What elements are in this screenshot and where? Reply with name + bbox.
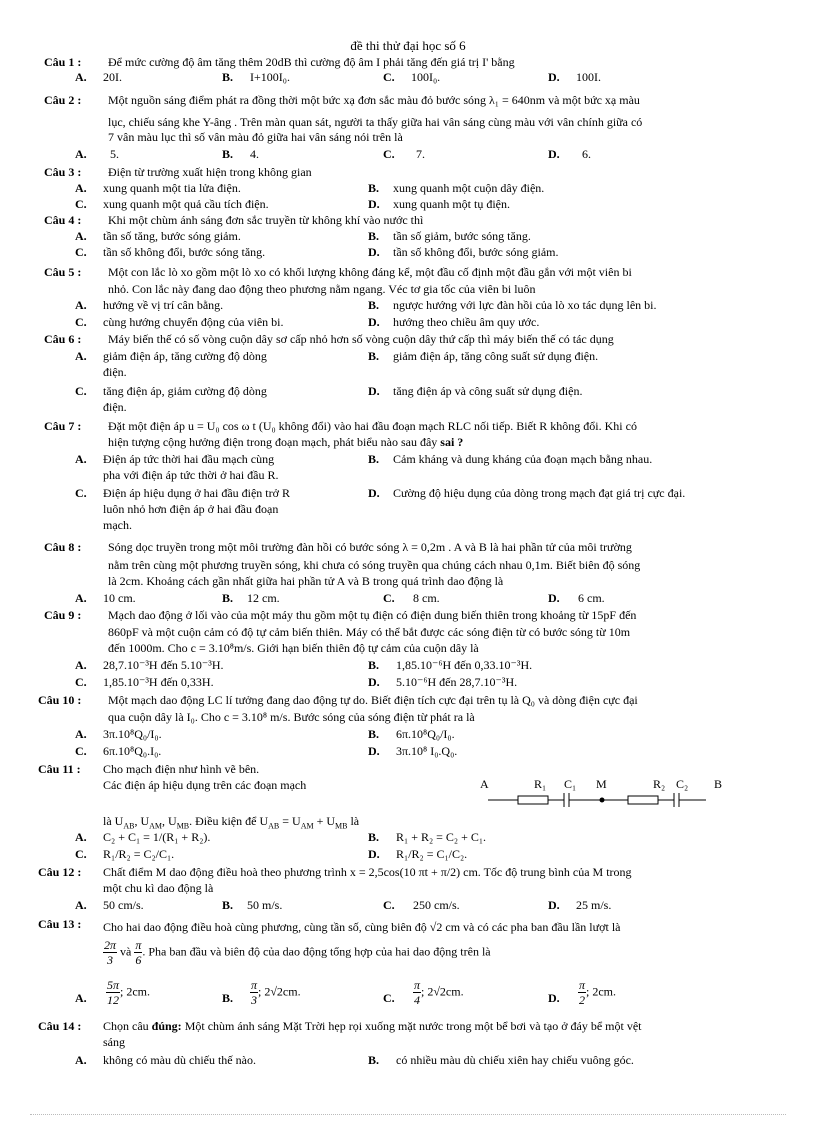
- q3-label-a: A.: [75, 181, 87, 195]
- q11-option-a: C₂ + C₁ = 1/(R₁ + R₂).: [103, 830, 211, 844]
- q2-option-d: 6.: [582, 147, 591, 161]
- node-m-dot: [600, 798, 605, 803]
- q9-line-1: Mạch dao động ở lối vào của một máy thu gồm một tụ điện có điện dung biến thiên trong khoảng từ 15pF đến: [108, 608, 637, 622]
- q8-label-c: C.: [383, 591, 395, 605]
- q13-label-d: D.: [548, 991, 560, 1005]
- q4-label-d: D.: [368, 245, 380, 259]
- q13-a-numerator: 5π: [107, 978, 120, 992]
- q11-option-b: R₁ + R₂ = C₂ + C₁.: [396, 830, 487, 844]
- q12-line-1: Chất điểm M dao động điều hoà theo phương trình x = 2,5cos(10 πt + π/2) cm. Tốc độ trung bình của M trong: [103, 865, 632, 879]
- q10-line-1: Một mạch dao động LC lí tưởng đang dao động tự do. Biết điện tích cực đại trên tụ là Q₀ và dòng điện cực đại: [108, 693, 638, 707]
- q4-option-b: tần số giảm, bước sóng tăng.: [393, 229, 531, 243]
- q10-line-2: qua cuộn dây là I₀. Cho c = 3.10⁸ m/s. Bước sóng của sóng điện từ phát ra là: [108, 710, 475, 724]
- q5-label-a: A.: [75, 298, 87, 312]
- q14-line-1: [103, 1020, 642, 1033]
- q14-line-2: sáng: [103, 1035, 125, 1049]
- q7-label-d: D.: [368, 486, 380, 500]
- q1-label-d: D.: [548, 70, 560, 84]
- q12-option-a: 50 cm/s.: [103, 898, 144, 912]
- q4-number: Câu 4 :: [44, 213, 82, 227]
- q5-label-c: C.: [75, 315, 87, 329]
- c1-label: C₁: [564, 777, 577, 791]
- q11-option-d: R₁/R₂ = C₁/C₂.: [396, 847, 468, 861]
- q11-line-3: là $U_{AB}$, $U_{AM}$, $U_{MB}$. Điều kiện để $U_{AB} = U_{AM} + U_{MB}$ là: [103, 814, 360, 831]
- q14-option-a: không có màu dù chiếu thế nào.: [103, 1053, 256, 1067]
- q9-label-c: C.: [75, 675, 87, 689]
- q11-option-c: R₁/R₂ = C₂/C₁.: [103, 847, 175, 861]
- q11-label-b: B.: [368, 830, 380, 844]
- q10-number: Câu 10 :: [38, 693, 82, 707]
- q14-line-1-text: Một chùm ánh sáng Mặt Trời hẹp rọi xuống mặt nước trong một bể bơi và tạo ở đáy bể một vệt: [184, 1019, 642, 1033]
- q7-option-a-1: Điện áp tức thời hai đầu mạch cùng: [103, 452, 275, 466]
- q2-label-a: A.: [75, 147, 87, 161]
- q4-option-a: tần số tăng, bước sóng giảm.: [103, 229, 241, 243]
- q10-option-b: 6π.10⁸Q₀/I₀.: [396, 727, 455, 741]
- q7-label-b: B.: [368, 452, 380, 466]
- q1-number: Câu 1 :: [44, 55, 82, 69]
- q10-label-b: B.: [368, 727, 380, 741]
- q3-option-b: xung quanh một cuộn dây điện.: [393, 181, 545, 195]
- q2-line-1: Một nguồn sáng điểm phát ra đồng thời một bức xạ đơn sắc màu đỏ bước sóng λ₁ = 640nm và một bức xạ màu: [108, 93, 640, 107]
- q13-conjunction: và: [120, 944, 132, 959]
- q5-line-1: Một con lắc lò xo gồm một lò xo có khối lượng không đáng kể, một đầu cố định một đầu gắn với một viên bi: [108, 265, 632, 279]
- q11-label-c: C.: [75, 847, 87, 861]
- q3-label-c: C.: [75, 197, 87, 211]
- q14-label-a: A.: [75, 1053, 87, 1067]
- q6-option-a-2: điện.: [103, 365, 127, 379]
- q3-label-d: D.: [368, 197, 380, 211]
- q6-label-d: D.: [368, 384, 380, 398]
- q2-option-a: 5.: [110, 147, 119, 161]
- q8-label-b: B.: [222, 591, 234, 605]
- q2-line-2: lục, chiếu sáng khe Y-âng . Trên màn quan sát, người ta thấy giữa hai vân sáng cùng màu với vân chính giữa có: [108, 115, 643, 129]
- q13-c-fraction: [413, 978, 421, 1007]
- q14-lead: Chọn câu: [103, 1019, 149, 1033]
- q12-number: Câu 12 :: [38, 865, 82, 879]
- q13-option-d: [578, 978, 616, 1007]
- q13-b-fraction: [250, 978, 258, 1007]
- q13-c-text: ; 2√2cm.: [421, 984, 464, 999]
- q7-label-c: C.: [75, 486, 87, 500]
- phase-2-numerator: π: [135, 938, 142, 952]
- q2-number: Câu 2 :: [44, 93, 82, 107]
- q6-label-b: B.: [368, 349, 380, 363]
- q14-label-b: B.: [368, 1053, 380, 1067]
- q3-option-d: xung quanh một tụ điện.: [393, 197, 510, 211]
- q14-number: Câu 14 :: [38, 1019, 82, 1033]
- q5-label-b: B.: [368, 298, 380, 312]
- q8-option-c: 8 cm.: [413, 591, 440, 605]
- q11-line-2: Các điện áp hiệu dụng trên các đoạn mạch: [103, 778, 307, 792]
- q9-line-2: 860pF và một cuộn cảm có độ tự cảm biến thiên. Máy có thể bắt được các sóng điện từ có bước sóng từ 10m: [108, 625, 631, 639]
- q12-label-c: C.: [383, 898, 395, 912]
- q1-option-d: 100I.: [576, 70, 601, 84]
- q14-option-b: có nhiều màu dù chiếu xiên hay chiếu vuông góc.: [396, 1053, 634, 1067]
- q13-label-a: A.: [75, 991, 87, 1005]
- q6-option-c-1: tăng điện áp, giảm cường độ dòng: [103, 384, 267, 398]
- q10-label-c: C.: [75, 744, 87, 758]
- q6-option-c-2: điện.: [103, 400, 127, 414]
- q9-option-d: 5.10⁻⁶H đến 28,7.10⁻³H.: [396, 675, 518, 689]
- q5-option-a: hướng về vị trí cân bằng.: [103, 298, 224, 312]
- q11-label-d: D.: [368, 847, 380, 861]
- q10-option-d: 3π.10⁸ I₀.Q₀.: [396, 744, 458, 758]
- q6-label-c: C.: [75, 384, 87, 398]
- c2-label: C₂: [676, 777, 689, 791]
- q5-number: Câu 5 :: [44, 265, 82, 279]
- q7-line-2-text: hiện tượng cộng hưởng điện trong đoạn mạch, phát biểu nào sau đây: [108, 435, 438, 449]
- q12-label-a: A.: [75, 898, 87, 912]
- q9-label-b: B.: [368, 658, 380, 672]
- q8-option-d: 6 cm.: [578, 591, 605, 605]
- q5-option-b: ngược hướng với lực đàn hồi của lò xo tác dụng lên bi.: [393, 298, 657, 312]
- q6-number: Câu 6 :: [44, 332, 82, 346]
- q4-text: Khi một chùm ánh sáng đơn sắc truyền từ không khí vào nước thì: [108, 213, 424, 227]
- q8-option-a: 10 cm.: [103, 591, 136, 605]
- q8-number: Câu 8 :: [44, 540, 82, 554]
- node-m-label: M: [596, 777, 607, 791]
- q13-line-2: [103, 938, 491, 967]
- q13-b-text: ; 2√2cm.: [258, 984, 301, 999]
- q7-line-1: Đặt một điện áp u = U₀ cos ω t (U₀ không đổi) vào hai đầu đoạn mạch RLC nối tiếp. Biết R không đổi. Khi có: [108, 419, 637, 433]
- q6-label-a: A.: [75, 349, 87, 363]
- q11-number: Câu 11 :: [38, 762, 81, 776]
- q13-line-2-text: . Pha ban đầu và biên độ của dao động tổng hợp của hai dao động trên là: [142, 944, 491, 959]
- q13-d-numerator: π: [579, 978, 586, 992]
- q6-option-b: giảm điện áp, tăng công suất sử dụng điện.: [393, 349, 599, 363]
- node-a-label: A: [480, 777, 489, 791]
- q13-number: Câu 13 :: [38, 917, 82, 931]
- q10-option-c: 6π.10⁸Q₀.I₀.: [103, 744, 162, 758]
- phase-1-denominator: 3: [107, 953, 113, 967]
- q12-option-d: 25 m/s.: [576, 898, 612, 912]
- q3-text: Điện từ trường xuất hiện trong không gian: [108, 165, 312, 179]
- q1-option-b: I+100I₀.: [250, 70, 290, 84]
- q9-option-a: 28,7.10⁻³H đến 5.10⁻³H.: [103, 658, 224, 672]
- q9-label-a: A.: [75, 658, 87, 672]
- q7-keyword: sai ?: [440, 435, 464, 449]
- q4-option-d: tần số không đổi, bước sóng giảm.: [393, 245, 559, 259]
- q14-keyword: đúng:: [151, 1019, 182, 1033]
- q13-c-numerator: π: [414, 978, 421, 992]
- q9-line-3: đến 1000m. Cho c = 3.10⁸m/s. Giới hạn biến thiên độ tự cảm của cuộn dây là: [108, 641, 479, 655]
- q1-option-a: 20I.: [103, 70, 122, 84]
- r1-label: R₁: [534, 777, 547, 791]
- q8-label-a: A.: [75, 591, 87, 605]
- q13-b-denominator: 3: [251, 993, 257, 1007]
- phase-1-numerator: 2π: [104, 938, 117, 952]
- q12-label-d: D.: [548, 898, 560, 912]
- q13-a-fraction: [106, 978, 120, 1007]
- q12-option-b: 50 m/s.: [247, 898, 283, 912]
- q10-option-a: 3π.10⁸Q₀/I₀.: [103, 727, 162, 741]
- q2-label-b: B.: [222, 147, 234, 161]
- q8-line-1: Sóng dọc truyền trong một môi trường đàn hồi có bước sóng λ = 0,2m . A và B là hai phần tử của môi trường: [108, 540, 632, 554]
- q13-d-denominator: 2: [579, 993, 585, 1007]
- q13-option-b: [250, 978, 301, 1007]
- q7-option-d: Cường độ hiệu dụng của dòng trong mạch đạt giá trị cực đại.: [393, 486, 686, 500]
- q9-label-d: D.: [368, 675, 380, 689]
- q5-option-d: hướng theo chiều âm quy ước.: [393, 315, 540, 329]
- q7-option-b: Cảm kháng và dung kháng của đoạn mạch bằng nhau.: [393, 452, 653, 466]
- q3-label-b: B.: [368, 181, 380, 195]
- q4-option-c: tần số không đổi, bước sóng tăng.: [103, 245, 266, 259]
- q13-c-denominator: 4: [414, 993, 420, 1007]
- q4-label-c: C.: [75, 245, 87, 259]
- q13-d-text: ; 2cm.: [586, 984, 617, 999]
- q8-line-2: nằm trên cùng một phương truyền sóng, khi chưa có sóng truyền qua chúng cách nhau 0,1m. Biết biên độ sóng: [108, 558, 641, 572]
- q1-label-a: A.: [75, 70, 87, 84]
- q13-option-c: [413, 978, 464, 1007]
- q13-label-b: B.: [222, 991, 234, 1005]
- q9-option-b: 1,85.10⁻⁶H đến 0,33.10⁻³H.: [396, 658, 533, 672]
- page-bottom-rule: [30, 1114, 786, 1115]
- q7-label-a: A.: [75, 452, 87, 466]
- q7-line-2: [108, 436, 463, 449]
- q2-line-3: 7 vân màu lục thì số vân màu đỏ giữa hai vân sáng nói trên là: [108, 130, 403, 144]
- q9-number: Câu 9 :: [44, 608, 82, 622]
- q7-option-a-2: pha với điện áp tức thời ở hai đầu R.: [103, 468, 279, 482]
- q1-text: Để mức cường độ âm tăng thêm 20dB thì cường độ âm I phải tăng đến giá trị I' bằng: [108, 55, 515, 69]
- q7-option-c-3: mạch.: [103, 518, 132, 532]
- q12-option-c: 250 cm/s.: [413, 898, 460, 912]
- q2-label-c: C.: [383, 147, 395, 161]
- q8-label-d: D.: [548, 591, 560, 605]
- q5-line-2: nhỏ. Con lắc này đang dao động theo phương nằm ngang. Véc tơ gia tốc của viên bi luôn: [108, 282, 536, 296]
- q5-label-d: D.: [368, 315, 380, 329]
- q2-option-b: 4.: [250, 147, 259, 161]
- q3-option-c: xung quanh một quả cầu tích điện.: [103, 197, 269, 211]
- q13-a-denominator: 12: [107, 993, 119, 1007]
- q7-option-c-1: Điện áp hiệu dụng ở hai đầu điện trở R: [103, 486, 290, 500]
- q13-a-text: ; 2cm.: [120, 984, 151, 999]
- q1-option-c: 100I₀.: [411, 70, 441, 84]
- page-title: đề thi thử đại học số 6: [350, 38, 466, 53]
- q8-option-b: 12 cm.: [247, 591, 280, 605]
- q3-number: Câu 3 :: [44, 165, 82, 179]
- q1-label-c: C.: [383, 70, 395, 84]
- node-b-label: B: [714, 777, 723, 791]
- q10-label-d: D.: [368, 744, 380, 758]
- q7-number: Câu 7 :: [44, 419, 82, 433]
- q9-option-c: 1,85.10⁻³H đến 0,33H.: [103, 675, 214, 689]
- q8-line-3: là 2cm. Khoảng cách gần nhất giữa hai phần tử A và B trong quá trình dao động là: [108, 574, 504, 588]
- q13-b-numerator: π: [251, 978, 258, 992]
- q13-d-fraction: [578, 978, 586, 1007]
- r2-label: R₂: [653, 777, 666, 791]
- q2-label-d: D.: [548, 147, 560, 161]
- q6-option-d: tăng điện áp và công suất sử dụng điện.: [393, 384, 583, 398]
- q2-option-c: 7.: [416, 147, 425, 161]
- q1-label-b: B.: [222, 70, 234, 84]
- circuit-diagram: [478, 776, 738, 816]
- q13-option-a: [106, 978, 150, 1007]
- q7-option-c-2: luôn nhỏ hơn điện áp ở hai đầu đoạn: [103, 502, 279, 516]
- q5-option-c: cùng hướng chuyển động của viên bi.: [103, 315, 284, 329]
- phase-2-denominator: 6: [135, 953, 142, 967]
- q12-label-b: B.: [222, 898, 234, 912]
- circuit-wires: [488, 793, 706, 807]
- q11-line-1: Cho mạch điện như hình vẽ bên.: [103, 762, 260, 776]
- q13-label-c: C.: [383, 991, 395, 1005]
- q13-line-1: Cho hai dao động điều hoà cùng phương, cùng tần số, cùng biên độ √2 cm và có các pha ban đầu lần lượt là: [103, 920, 621, 934]
- q12-line-2: một chu kì dao động là: [103, 881, 214, 895]
- q10-label-a: A.: [75, 727, 87, 741]
- q6-option-a-1: giảm điện áp, tăng cường độ dòng: [103, 349, 267, 363]
- q4-label-a: A.: [75, 229, 87, 243]
- phase-1-fraction: [103, 938, 117, 967]
- q6-text: Máy biến thế có số vòng cuộn dây sơ cấp nhỏ hơn số vòng cuộn dây thứ cấp thì máy biến thế có tác dụng: [108, 332, 614, 346]
- q4-label-b: B.: [368, 229, 380, 243]
- q11-label-a: A.: [75, 830, 87, 844]
- q3-option-a: xung quanh một tia lửa điện.: [103, 181, 241, 195]
